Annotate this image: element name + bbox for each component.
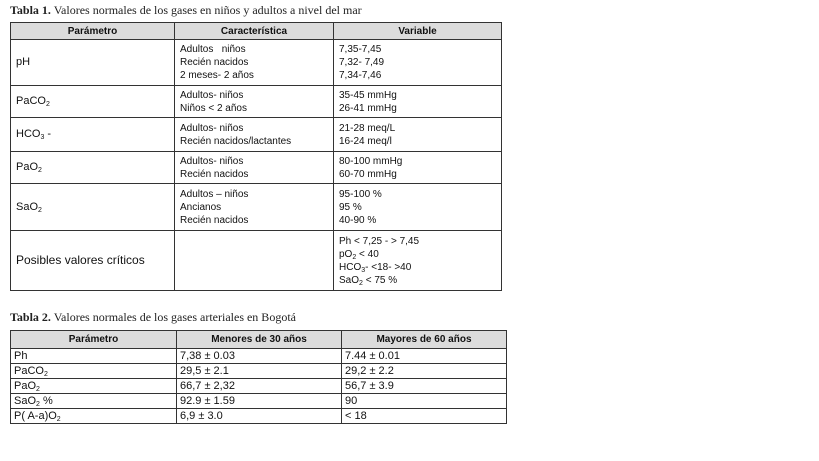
menores-cell: 66,7 ± 2,32	[177, 379, 342, 394]
mayores-cell: 29,2 ± 2.2	[342, 364, 507, 379]
caracteristica-cell	[175, 231, 334, 291]
table1	[10, 22, 502, 291]
menores-cell: 7,38 ± 0.03	[177, 349, 342, 364]
param-cell: PaCO$_2$	[11, 86, 175, 118]
table2-caption-label: Tabla 2.	[10, 310, 51, 324]
mayores-cell: 7.44 ± 0.01	[342, 349, 507, 364]
table-row	[11, 349, 507, 364]
caracteristica-cell: Adultos- niños Niños < 2 años	[175, 86, 334, 118]
table2-header-parametro: Parámetro	[11, 331, 177, 349]
param-cell: SaO$_2$ %	[11, 394, 177, 409]
variable-cell: 21-28 meq/L 16-24 meq/l	[334, 118, 502, 152]
table-row	[11, 184, 502, 231]
param-cell: $HCO_3$ -	[11, 118, 175, 152]
menores-cell: 29,5 ± 2.1	[177, 364, 342, 379]
table1-caption	[10, 3, 362, 18]
table-row	[11, 118, 502, 152]
table-row	[11, 364, 507, 379]
caracteristica-cell: Adultos niños Recién nacidos 2 meses- 2 años	[175, 40, 334, 86]
variable-cell: 95-100 % 95 % 40-90 %	[334, 184, 502, 231]
caracteristica-cell: Adultos – niños Ancianos Recién nacidos	[175, 184, 334, 231]
menores-cell: 92.9 ± 1.59	[177, 394, 342, 409]
caracteristica-cell: Adultos- niños Recién nacidos	[175, 152, 334, 184]
variable-cell: 7,35-7,45 7,32- 7,49 7,34-7,46	[334, 40, 502, 86]
param-cell: SaO$_2$	[11, 184, 175, 231]
table2-caption-text: Valores normales de los gases arteriales en Bogotá	[53, 310, 296, 324]
table-row	[11, 379, 507, 394]
table1-header-caracteristica: Característica	[175, 23, 334, 40]
table1-caption-text: Valores normales de los gases en niños y adultos a nivel del mar	[53, 3, 362, 17]
table1-caption-label: Tabla 1.	[10, 3, 51, 17]
variable-cell: Ph < 7,25 - > 7,45 $pO_2 < 40$ $HCO_3- <18- >40$ SaO$_2$ < 75 %	[334, 231, 502, 291]
table-row	[11, 40, 502, 86]
table-row	[11, 394, 507, 409]
mayores-cell: < 18	[342, 409, 507, 424]
table1-header-parametro: Parámetro	[11, 23, 175, 40]
table2-header-menores: Menores de 30 años	[177, 331, 342, 349]
table2	[10, 330, 507, 424]
variable-cell: 35-45 mmHg 26-41 mmHg	[334, 86, 502, 118]
table-row	[11, 86, 502, 118]
caracteristica-cell: Adultos- niños Recién nacidos/lactantes	[175, 118, 334, 152]
param-cell: Ph	[11, 349, 177, 364]
menores-cell: 6,9 ± 3.0	[177, 409, 342, 424]
param-cell: PaO$_2$	[11, 152, 175, 184]
table-row	[11, 152, 502, 184]
table2-header-mayores: Mayores de 60 años	[342, 331, 507, 349]
variable-cell: 80-100 mmHg 60-70 mmHg	[334, 152, 502, 184]
table1-header-variable: Variable	[334, 23, 502, 40]
mayores-cell: 56,7 ± 3.9	[342, 379, 507, 394]
param-cell: P( $A-a)O_2$	[11, 409, 177, 424]
table2-header-row	[11, 331, 507, 349]
table2-caption	[10, 310, 296, 325]
table-row	[11, 231, 502, 291]
param-cell: PaO$_2$	[11, 379, 177, 394]
param-cell: pH	[11, 40, 175, 86]
table-row	[11, 409, 507, 424]
param-cell: PaCO$_2$	[11, 364, 177, 379]
table1-header-row	[11, 23, 502, 40]
param-cell: Posibles valores críticos	[11, 231, 175, 291]
mayores-cell: 90	[342, 394, 507, 409]
